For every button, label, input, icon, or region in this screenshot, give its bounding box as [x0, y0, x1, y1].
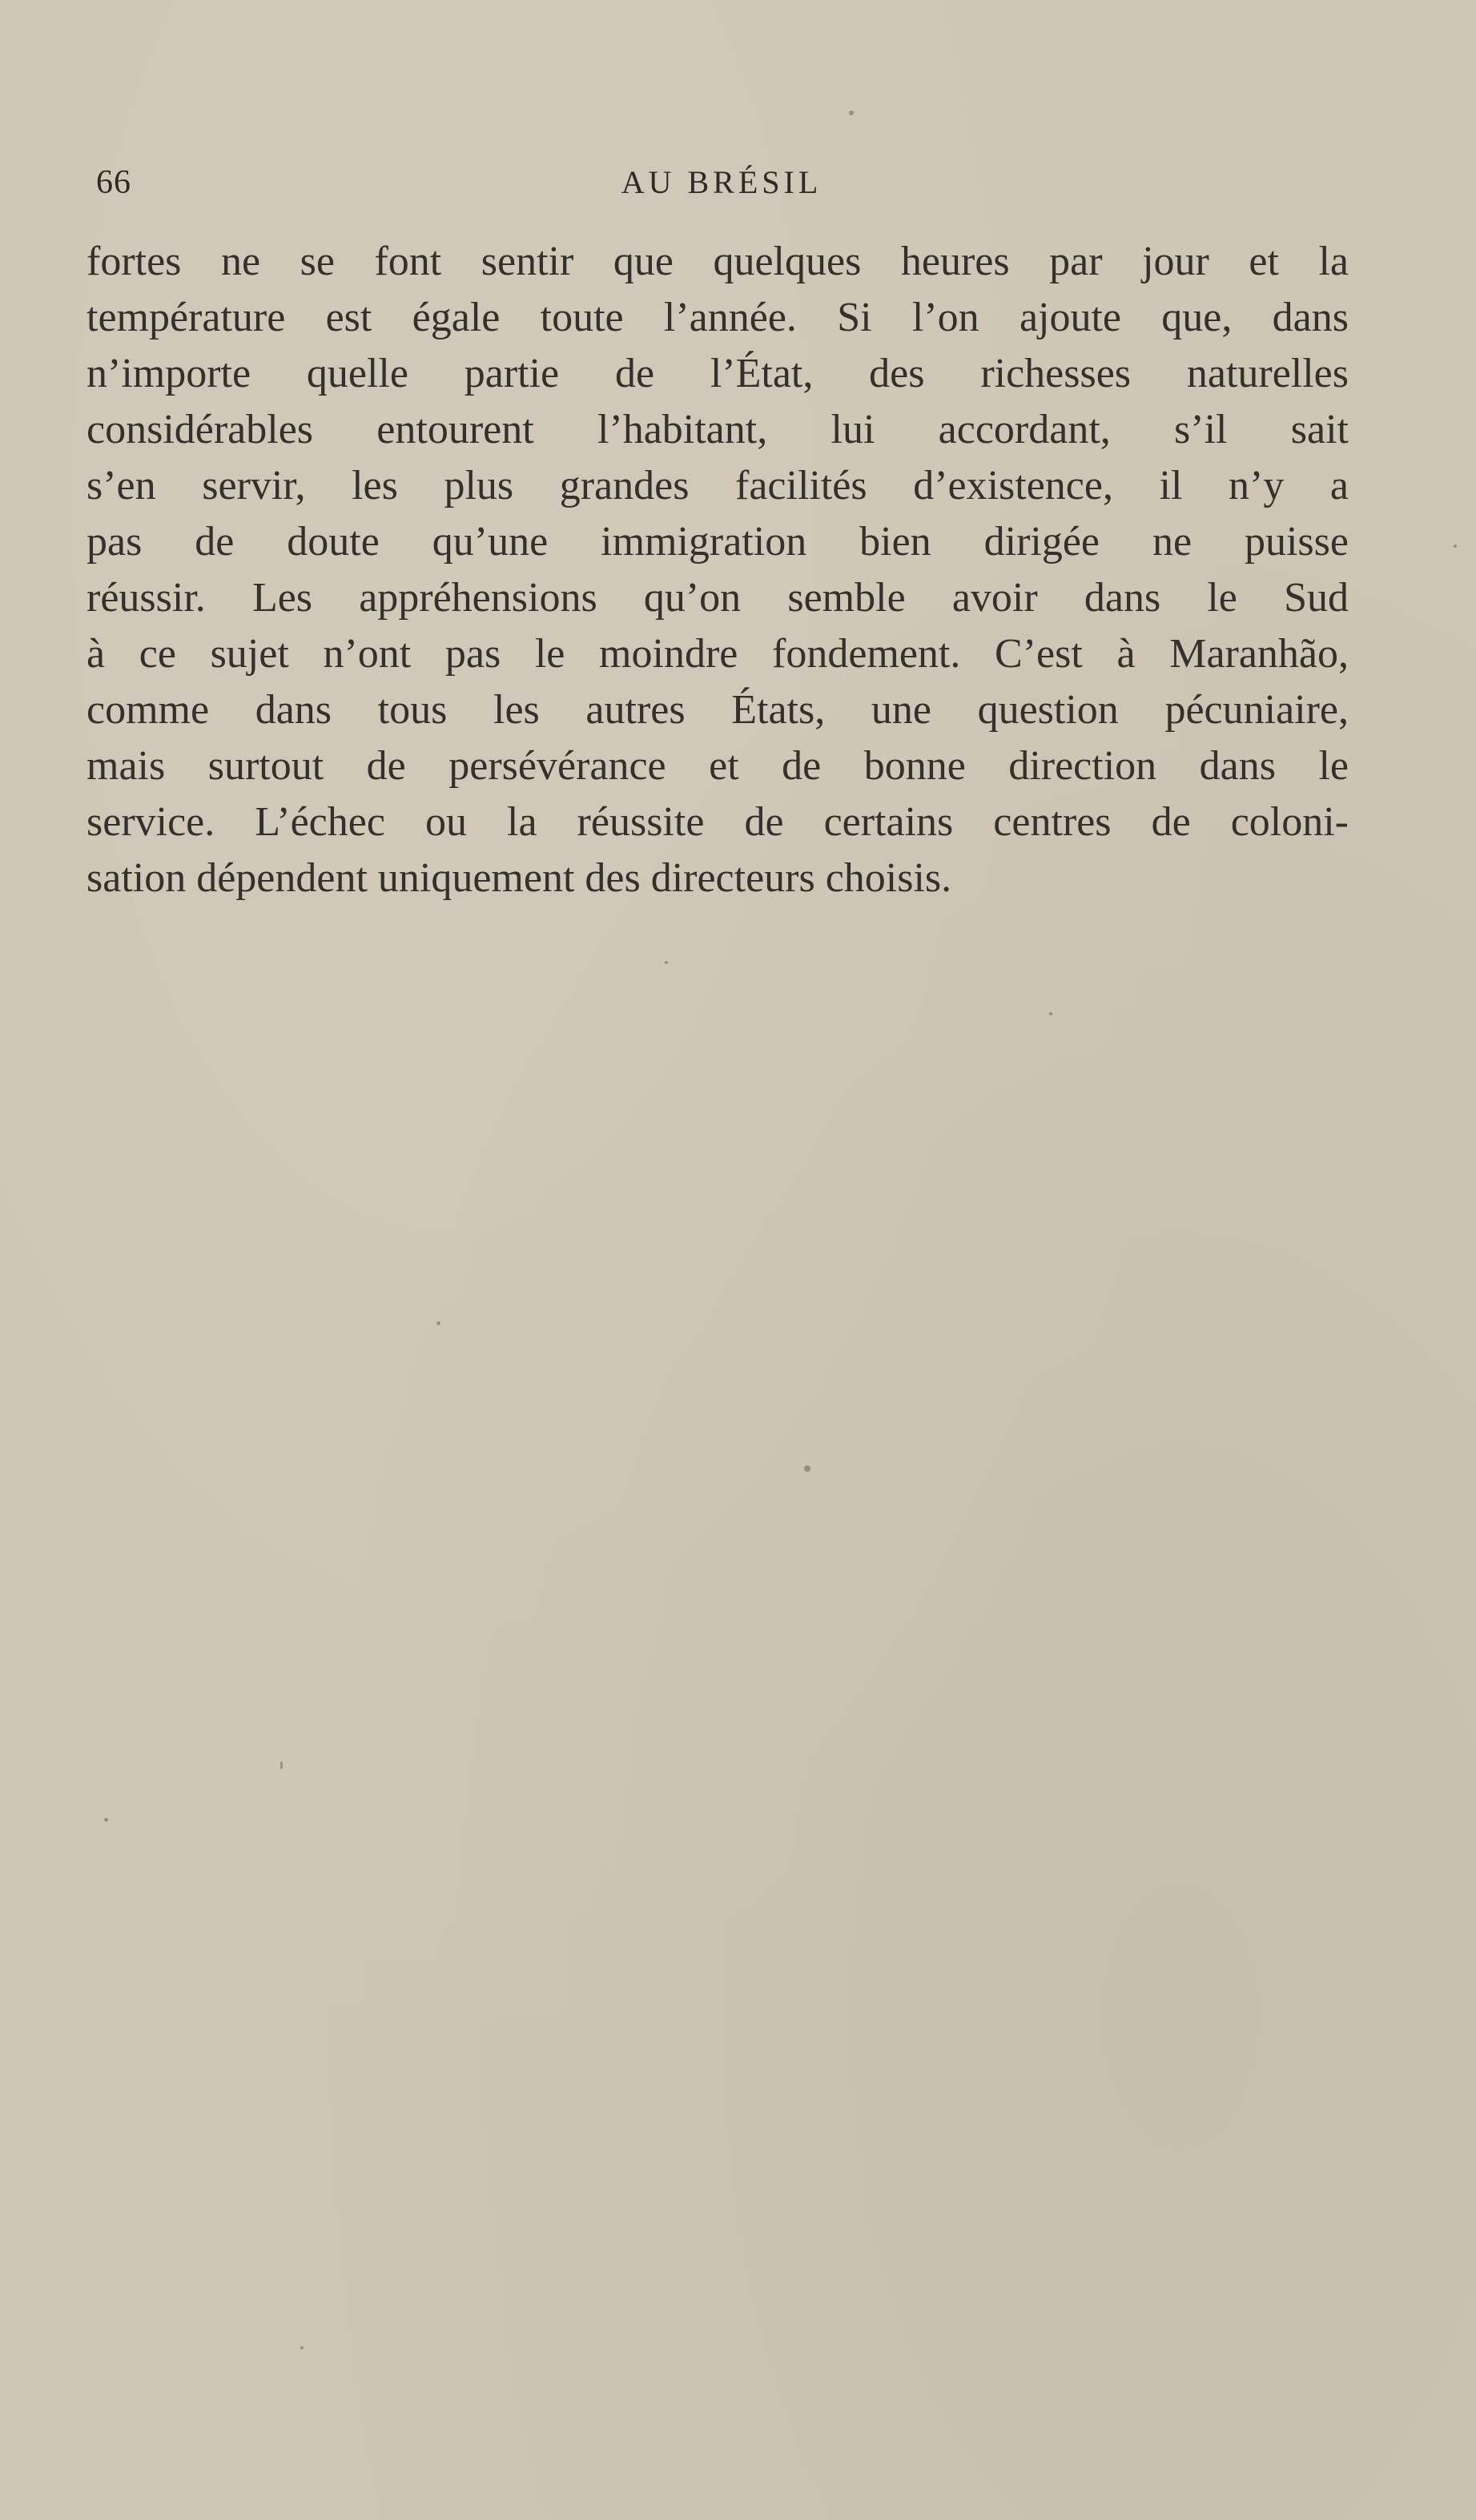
paper-speck [300, 2346, 304, 2349]
text-line: sation dépendent uniquement des directeurs choisis. [86, 855, 952, 901]
paper-speck [804, 1465, 810, 1472]
paper-speck [1454, 545, 1457, 548]
text-line: s’en servir, les plus grandes facilités d’existence, il n’y a [86, 463, 1349, 508]
paper-speck [849, 111, 854, 115]
text-line: comme dans tous les autres États, une question pécuniaire, [86, 687, 1349, 733]
paper-speck [665, 961, 668, 964]
text-line: n’importe quelle partie de l’État, des richesses naturelles [86, 351, 1349, 396]
text-line: fortes ne se font sentir que quelques heures par jour et la [86, 239, 1349, 284]
text-line: service. L’échec ou la réussite de certains centres de coloni- [86, 799, 1349, 845]
paper-speck [104, 1818, 108, 1822]
text-line: température est égale toute l’année. Si l’on ajoute que, dans [86, 295, 1349, 340]
text-line: à ce sujet n’ont pas le moindre fondement. C’est à Maranhão, [86, 631, 1349, 677]
text-line: considérables entourent l’habitant, lui accordant, s’il sait [86, 407, 1349, 452]
running-head [96, 163, 1347, 211]
text-line: pas de doute qu’une immigration bien dirigée ne puisse [86, 519, 1349, 565]
running-title: AU BRÉSIL [621, 164, 822, 200]
paper-speck [1049, 1012, 1052, 1015]
paper-speck [280, 1762, 283, 1769]
page-number: 66 [96, 164, 131, 201]
text-line: réussir. Les appréhensions qu’on semble avoir dans le Sud [86, 575, 1349, 621]
body-paragraph [86, 234, 1349, 906]
text-line: mais surtout de persévérance et de bonne direction dans le [86, 743, 1349, 789]
paper-speck [436, 1321, 440, 1325]
